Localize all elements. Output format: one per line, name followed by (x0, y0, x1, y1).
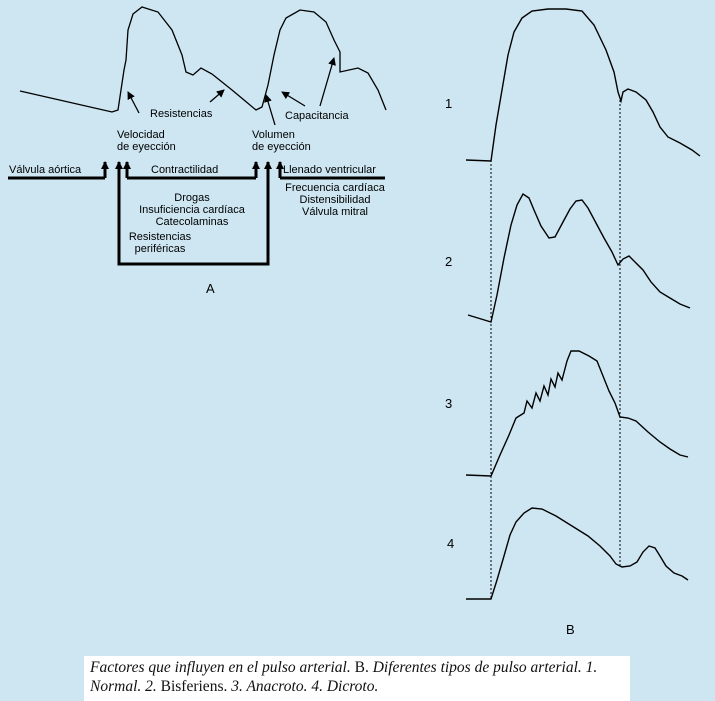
waveform-number-1: 1 (445, 96, 453, 111)
arrow-volumen (266, 95, 275, 125)
label-frecuencia: Frecuencia cardíaca (285, 182, 385, 194)
waveform-normal (466, 9, 700, 161)
label-valvula-aortica: Válvula aórtica (9, 164, 82, 176)
caption-part-5: 3. Anacroto. 4. Dicroto. (231, 678, 379, 695)
label-resistencias: Resistencias (150, 108, 213, 120)
panel-b-letter: B (566, 622, 575, 637)
waveform-dicroto (466, 508, 688, 599)
label-drogas: Drogas (174, 192, 210, 204)
panel-a (8, 7, 386, 296)
label-insuficiencia: Insuficiencia cardíaca (139, 204, 245, 216)
label-contractilidad: Contractilidad (151, 164, 219, 176)
label-resist-perif-1: Resistencias (128, 231, 192, 243)
label-capacitancia: Capacitancia (285, 110, 349, 122)
label-volumen-2: de eyección (252, 141, 311, 153)
label-volumen-1: Volumen (252, 129, 295, 141)
pressure-curve-a (20, 7, 386, 112)
caption-part-4: Bisferiens. (160, 678, 232, 695)
panel-a-letter: A (206, 281, 215, 296)
caption-part-2: B. (350, 659, 373, 676)
label-resist-perif-2: periféricas (134, 243, 186, 255)
arrow-resistencias (210, 90, 224, 102)
waveform-number-2: 2 (445, 254, 453, 269)
caption-part-1: Factores que influyen en el pulso arterial. (90, 659, 351, 676)
caption-part-3: Diferentes tipos de pulso arterial. 1. Normal. 2. (90, 659, 598, 695)
label-velocidad-2: de eyección (117, 141, 176, 153)
label-valvula-mitral: Válvula mitral (301, 206, 369, 218)
figure-caption (84, 656, 630, 701)
waveform-bisferiens (468, 194, 690, 322)
label-distensibilidad: Distensibilidad (299, 194, 371, 206)
waveform-anacroto (466, 351, 688, 476)
waveform-number-4: 4 (447, 536, 455, 551)
panel-b (445, 9, 700, 637)
label-catecolaminas: Catecolaminas (155, 216, 229, 228)
waveform-number-3: 3 (445, 396, 453, 411)
arrow-capacitancia-left (282, 92, 305, 106)
label-llenado-ventricular: Llenado ventricular (283, 164, 376, 176)
arrow-velocidad (128, 92, 139, 113)
arrow-capacitancia-right (320, 58, 334, 106)
label-velocidad-1: Velocidad (117, 129, 165, 141)
